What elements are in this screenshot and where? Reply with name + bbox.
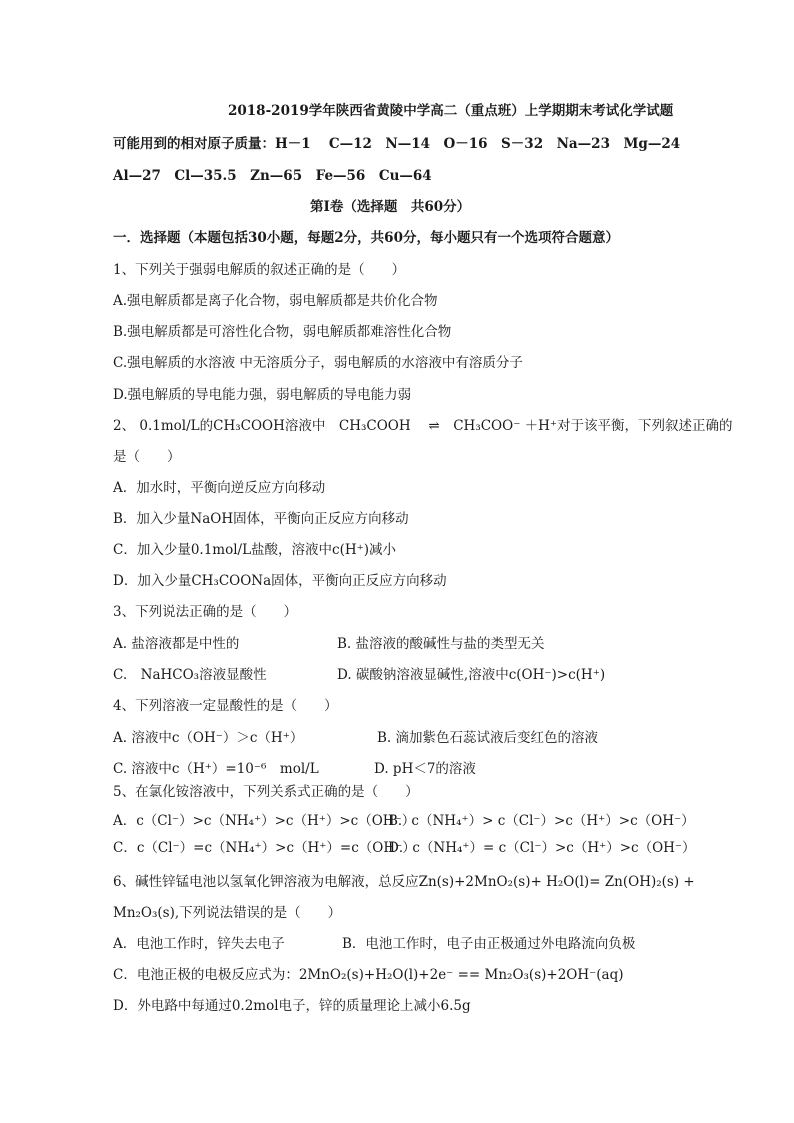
question-2-stem-cont: 是（ ）	[113, 449, 181, 465]
question-2-option-a: A．加水时，平衡向逆反应方向移动	[113, 480, 326, 496]
atomic-masses-line-1: 可能用到的相对原子质量：H－1 C—12 N—14 O－16 S－32 Na—23 Mg—24	[113, 136, 681, 152]
question-3-option-b: B. 盐溶液的酸碱性与盐的类型无关	[337, 636, 545, 652]
question-1-stem: 1、下列关于强弱电解质的叙述正确的是（ ）	[113, 262, 406, 278]
question-3-option-a: A. 盐溶液都是中性的	[113, 636, 240, 652]
question-1-option-d: D.强电解质的导电能力强，弱电解质的导电能力弱	[113, 387, 412, 403]
question-5-option-c: C．c（Cl⁻）=c（NH₄⁺）>c（H⁺）=c（OH⁻）	[113, 840, 416, 856]
question-6-option-a: A．电池工作时，锌失去电子	[113, 936, 285, 952]
section-title: 第Ⅰ卷（选择题 共60分）	[310, 199, 471, 215]
atomic-masses-line-2: Al—27 Cl—35.5 Zn—65 Fe—56 Cu—64	[113, 168, 432, 184]
section-instruction: 一．选择题（本题包括30小题，每题2分，共60分，每小题只有一个选项符合题意）	[113, 230, 619, 246]
question-4-option-a: A. 溶液中c（OH⁻）＞c（H⁺）	[113, 730, 304, 746]
question-5-option-b: B．c（NH₄⁺）> c（Cl⁻）>c（H⁺）>c（OH⁻）	[388, 813, 695, 829]
question-5-option-a: A．c（Cl⁻）>c（NH₄⁺）>c（H⁺）>c（OH⁻）	[113, 813, 416, 829]
question-2-stem: 2、 0.1mol/L的CH₃COOH溶液中 CH₃COOH ⇌ CH₃COO⁻ ＋H⁺对于该平衡，下列叙述正确的	[113, 418, 733, 434]
question-4-option-c: C. 溶液中c（H⁺）=10⁻⁶ mol/L	[113, 761, 319, 777]
question-3-stem: 3、下列说法正确的是（ ）	[113, 604, 298, 620]
question-1-option-c: C.强电解质的水溶液 中无溶质分子，弱电解质的水溶液中有溶质分子	[113, 355, 523, 371]
question-4-option-d: D. pH＜7的溶液	[374, 761, 476, 777]
question-6-option-d: D．外电路中每通过0.2mol电子，锌的质量理论上减小6.5g	[113, 998, 471, 1014]
question-1-option-a: A.强电解质都是离子化合物，弱电解质都是共价化合物	[113, 293, 438, 309]
question-4-stem: 4、下列溶液一定显酸性的是（ ）	[113, 698, 338, 714]
question-3-option-c: C. NaHCO₃溶液显酸性	[113, 667, 267, 683]
question-2-option-d: D．加入少量CH₃COONa固体，平衡向正反应方向移动	[113, 573, 447, 589]
question-5-stem: 5、在氯化铵溶液中，下列关系式正确的是（ ）	[113, 784, 419, 800]
question-1-option-b: B.强电解质都是可溶性化合物，弱电解质都难溶性化合物	[113, 324, 452, 340]
question-4-option-b: B. 滴加紫色石蕊试液后变红色的溶液	[377, 730, 599, 746]
question-3-option-d: D. 碳酸钠溶液显碱性,溶液中c(OH⁻)>c(H⁺)	[337, 667, 606, 683]
question-2-option-c: C．加入少量0.1mol/L盐酸，溶液中c(H⁺)减小	[113, 542, 397, 558]
exam-title: 2018-2019学年陕西省黄陵中学高二（重点班）上学期期末考试化学试题	[228, 103, 674, 119]
question-6-option-c: C．电池正极的电极反应式为：2MnO₂(s)+H₂O(l)+2e⁻ == Mn₂O₃(s)+2OH⁻(aq)	[113, 967, 624, 983]
question-6-stem-cont: Mn₂O₃(s),下列说法错误的是（ ）	[113, 905, 342, 921]
question-6-option-b: B．电池工作时，电子由正极通过外电路流向负极	[342, 936, 636, 952]
question-6-stem: 6、碱性锌锰电池以氢氧化钾溶液为电解液，总反应Zn(s)+2MnO₂(s)+ H₂O(l)= Zn(OH)₂(s) +	[113, 874, 695, 890]
question-5-option-d: D．c（NH₄⁺）= c（Cl⁻）>c（H⁺）>c（OH⁻）	[388, 840, 696, 856]
question-2-option-b: B．加入少量NaOH固体，平衡向正反应方向移动	[113, 511, 409, 527]
